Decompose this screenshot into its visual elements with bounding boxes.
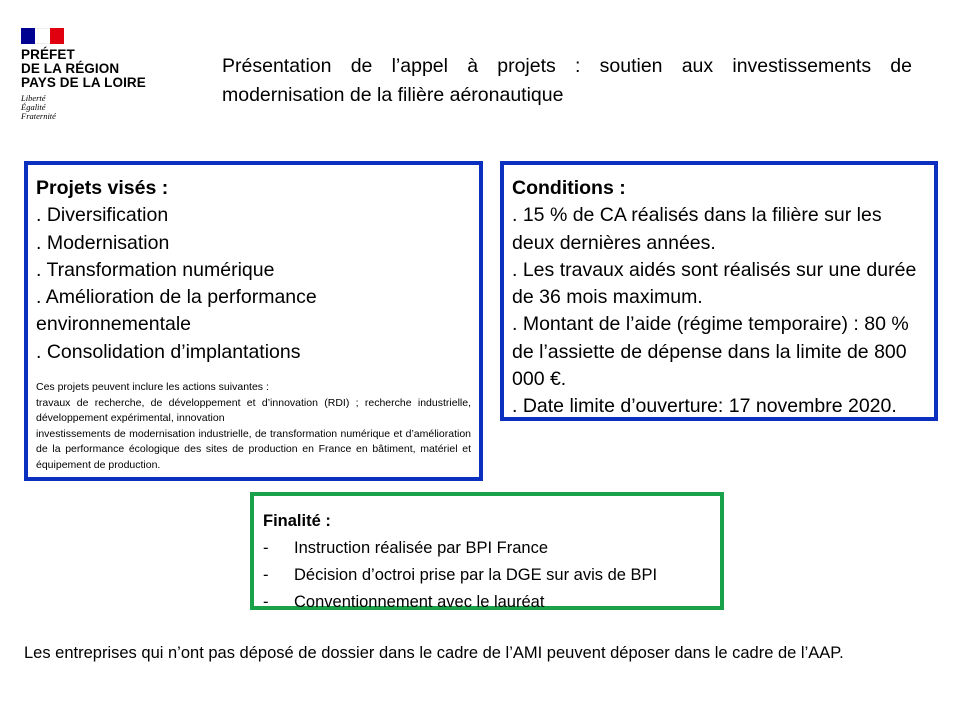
dash-bullet: - [263, 539, 269, 557]
conditions-box [500, 161, 938, 421]
finalite-item-text: Décision d’octroi prise par la DGE sur avis de BPI [294, 566, 658, 584]
conditions-item: . Les travaux aidés sont réalisés sur une durée de 36 mois maximum. [512, 258, 917, 309]
dash-bullet: - [263, 566, 269, 584]
logo-line-2: DE LA RÉGION [21, 61, 120, 76]
finalite-item [263, 535, 710, 562]
finalite-item-text: Instruction réalisée par BPI France [294, 539, 549, 557]
prefecture-logo [21, 28, 181, 121]
projets-note-line: travaux de recherche, de développement et d’innovation (RDI) ; recherche industrielle, développement expérimental, innovation [36, 396, 471, 425]
projets-item: . Modernisation [36, 231, 170, 254]
finalite-heading: Finalité : [263, 512, 331, 530]
motto-liberte: Liberté [21, 93, 46, 103]
projets-item: . Transformation numérique [36, 258, 275, 281]
projets-item: . Consolidation d’implantations [36, 340, 301, 363]
french-flag-icon [21, 28, 64, 44]
motto-egalite: Égalité [21, 102, 46, 112]
projets-note [36, 380, 471, 473]
conditions-item: . Montant de l’aide (régime temporaire) : 80 % de l’assiette de dépense dans la limite de 800 000 €. [512, 313, 909, 391]
motto-fraternite: Fraternité [21, 111, 56, 121]
conditions-item: . 15 % de CA réalisés dans la filière sur les deux dernières années. [512, 204, 882, 254]
finalite-item-text: Conventionnement avec le lauréat [294, 593, 545, 611]
projets-heading: Projets visés : [36, 177, 169, 199]
dash-bullet: - [263, 593, 269, 611]
finalite-box [250, 492, 724, 610]
conditions-item: . Date limite d’ouverture: 17 novembre 2020. [512, 395, 897, 418]
logo-motto [21, 94, 181, 121]
conditions-heading: Conditions : [512, 177, 626, 199]
projets-vises-box [24, 161, 483, 481]
logo-line-3: PAYS DE LA LOIRE [21, 75, 146, 90]
footer-note: Les entreprises qui n’ont pas déposé de dossier dans le cadre de l’AMI peuvent déposer dans le cadre de l’AAP. [24, 644, 844, 662]
projets-item: . Diversification [36, 204, 169, 227]
projets-note-line: investissements de modernisation industrielle, de transformation numérique et d’amélioration de la performance écologique des sites de production en France en bâtiment, matériel et équipement de production. [36, 427, 471, 471]
finalite-item [263, 562, 710, 589]
projets-note-intro: Ces projets peuvent inclure les actions suivantes : [36, 381, 269, 394]
page-title: Présentation de l’appel à projets : soutien aux investissements de modernisation de la filière aéronautique [222, 55, 912, 106]
logo-line-1: PRÉFET [21, 47, 75, 62]
projets-item: . Amélioration de la performance environnementale [36, 286, 317, 336]
finalite-item [263, 589, 710, 616]
logo-name [21, 48, 181, 90]
